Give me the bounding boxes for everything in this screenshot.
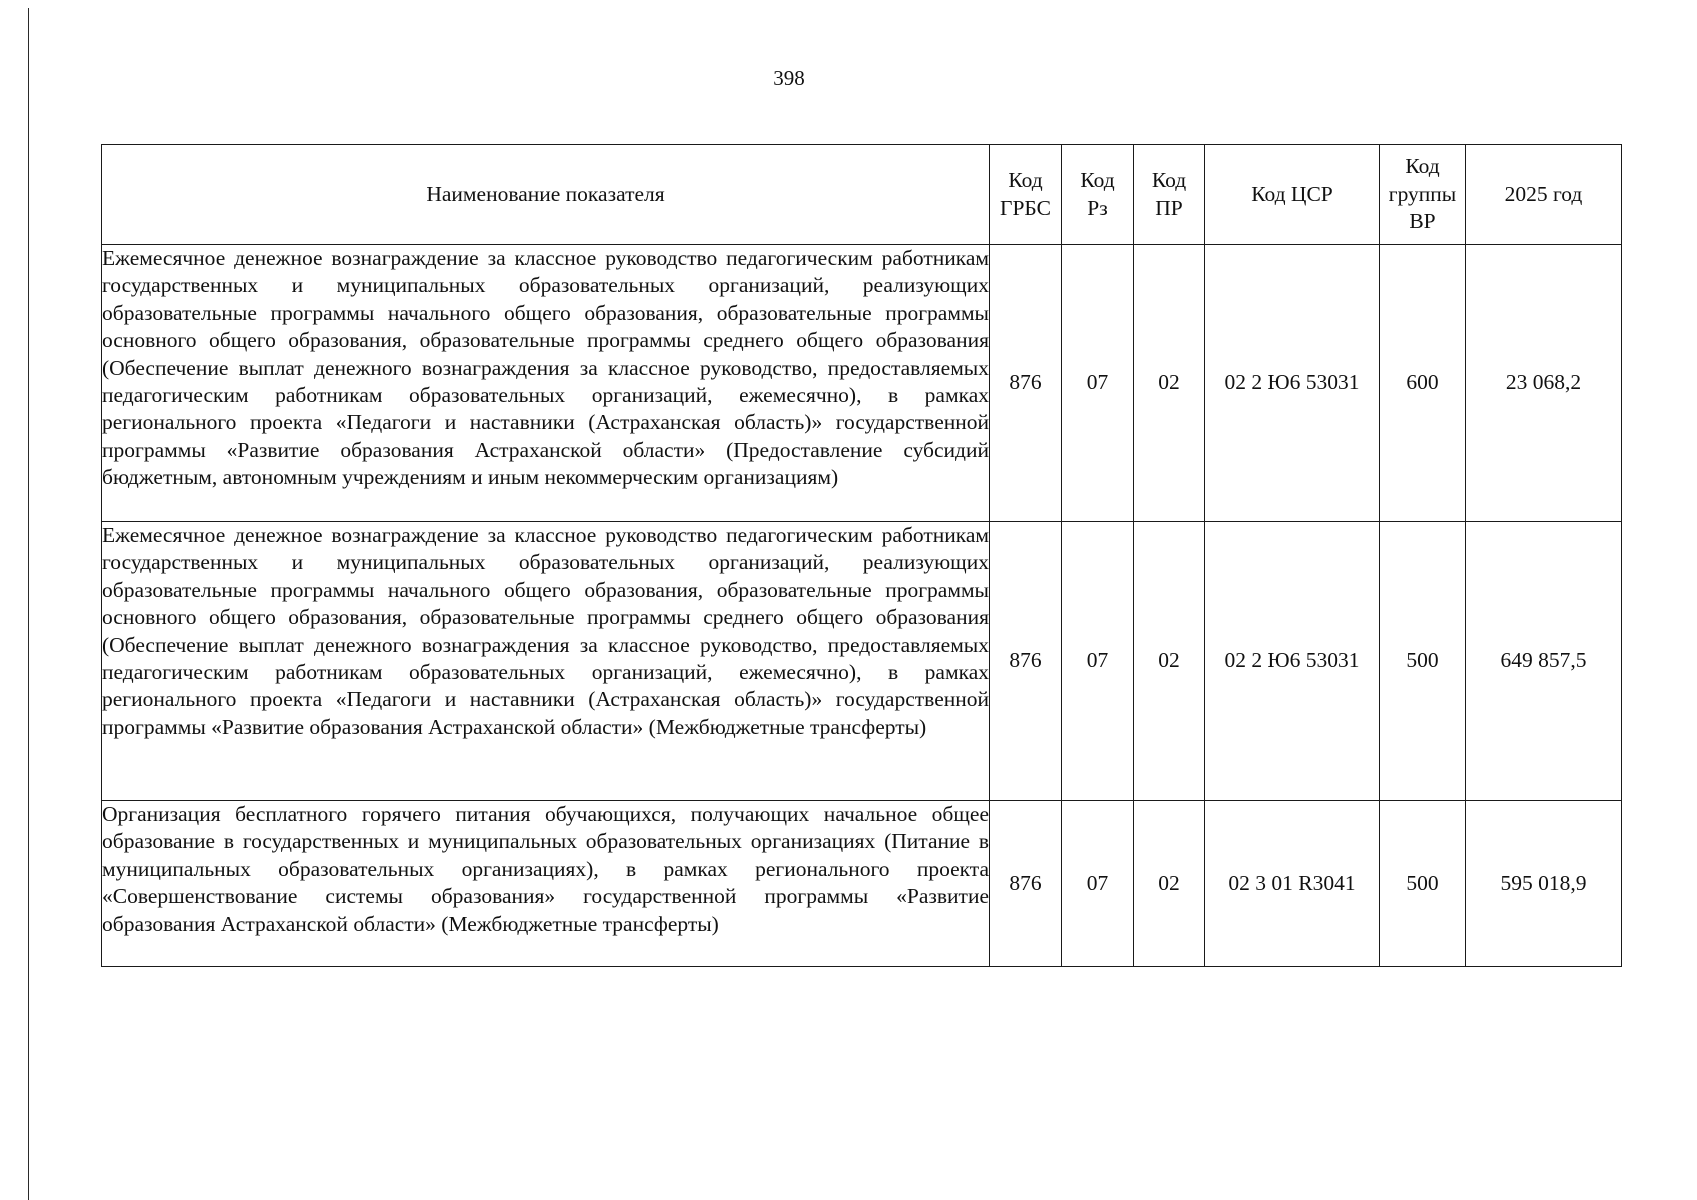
binding-edge-line bbox=[28, 8, 29, 1200]
header-grbs-code bbox=[990, 145, 1062, 245]
row-csr-code: 02 2 Ю6 53031 bbox=[1205, 245, 1380, 522]
row-pr-code: 02 bbox=[1134, 245, 1205, 522]
header-csr-code: Код ЦСР bbox=[1205, 145, 1380, 245]
row-pr-code: 02 bbox=[1134, 522, 1205, 801]
row-amount-2025: 595 018,9 bbox=[1466, 801, 1622, 967]
row-rz-code: 07 bbox=[1062, 245, 1134, 522]
header-vr-line-3: ВР bbox=[1409, 209, 1436, 234]
table-row bbox=[102, 245, 1622, 522]
row-csr-code: 02 3 01 R3041 bbox=[1205, 801, 1380, 967]
table-row bbox=[102, 522, 1622, 801]
header-vr-code bbox=[1380, 145, 1466, 245]
table-row bbox=[102, 801, 1622, 967]
header-rz-code bbox=[1062, 145, 1134, 245]
row-grbs-code: 876 bbox=[990, 801, 1062, 967]
row-grbs-code: 876 bbox=[990, 245, 1062, 522]
row-vr-code: 600 bbox=[1380, 245, 1466, 522]
row-indicator-name: Ежемесячное денежное вознаграждение за классное руководство педагогическим работникам государственных и муниципальных образовательных организаций, реализующих образовательные программы начального общего образования, образовательные программы основного общего образования, образовательные программы среднего общего образования (Обеспечение выплат денежного вознаграждения за классное руководство, предоставляемых педагогическим работникам образовательных организаций, ежемесячно), в рамках регионального проекта «Педагоги и наставники (Астраханская область)» государственной программы «Развитие образования Астраханской области» (Предоставление субсидий бюджетным, автономным учреждениям и иным некоммерческим организациям) bbox=[102, 245, 990, 522]
row-rz-code: 07 bbox=[1062, 522, 1134, 801]
header-pr-line-2: ПР bbox=[1155, 195, 1183, 220]
row-rz-code: 07 bbox=[1062, 801, 1134, 967]
header-year-2025: 2025 год bbox=[1466, 145, 1622, 245]
budget-table bbox=[101, 144, 1622, 967]
row-vr-code: 500 bbox=[1380, 801, 1466, 967]
header-vr-line-2: группы bbox=[1388, 181, 1457, 206]
header-rz-line-1: Код bbox=[1080, 168, 1115, 193]
row-pr-code: 02 bbox=[1134, 801, 1205, 967]
row-indicator-name: Организация бесплатного горячего питания обучающихся, получающих начальное общее образование в государственных и муниципальных образовательных организациях (Питание в муниципальных образовательных организациях), в рамках регионального проекта «Совершенствование системы образования» государственной программы «Развитие образования Астраханской области» (Межбюджетные трансферты) bbox=[102, 801, 990, 967]
header-rz-line-2: Рз bbox=[1087, 195, 1108, 220]
row-csr-code: 02 2 Ю6 53031 bbox=[1205, 522, 1380, 801]
row-amount-2025: 649 857,5 bbox=[1466, 522, 1622, 801]
page-number: 398 bbox=[773, 66, 805, 90]
header-vr-line-1: Код bbox=[1405, 154, 1440, 179]
row-amount-2025: 23 068,2 bbox=[1466, 245, 1622, 522]
header-indicator-name: Наименование показателя bbox=[102, 145, 990, 245]
header-pr-line-1: Код bbox=[1151, 168, 1187, 193]
header-pr-code bbox=[1134, 145, 1205, 245]
header-grbs-line-1: Код bbox=[1008, 168, 1043, 193]
row-grbs-code: 876 bbox=[990, 522, 1062, 801]
header-grbs-line-2: ГРБС bbox=[1000, 195, 1051, 220]
table-header-row bbox=[102, 145, 1622, 245]
row-indicator-name: Ежемесячное денежное вознаграждение за классное руководство педагогическим работникам государственных и муниципальных образовательных организаций, реализующих образовательные программы начального общего образования, образовательные программы основного общего образования, образовательные программы среднего общего образования (Обеспечение выплат денежного вознаграждения за классное руководство, предоставляемых педагогическим работникам образовательных организаций, ежемесячно), в рамках регионального проекта «Педагоги и наставники (Астраханская область)» государственной программы «Развитие образования Астраханской области» (Межбюджетные трансферты) bbox=[102, 522, 990, 801]
row-vr-code: 500 bbox=[1380, 522, 1466, 801]
